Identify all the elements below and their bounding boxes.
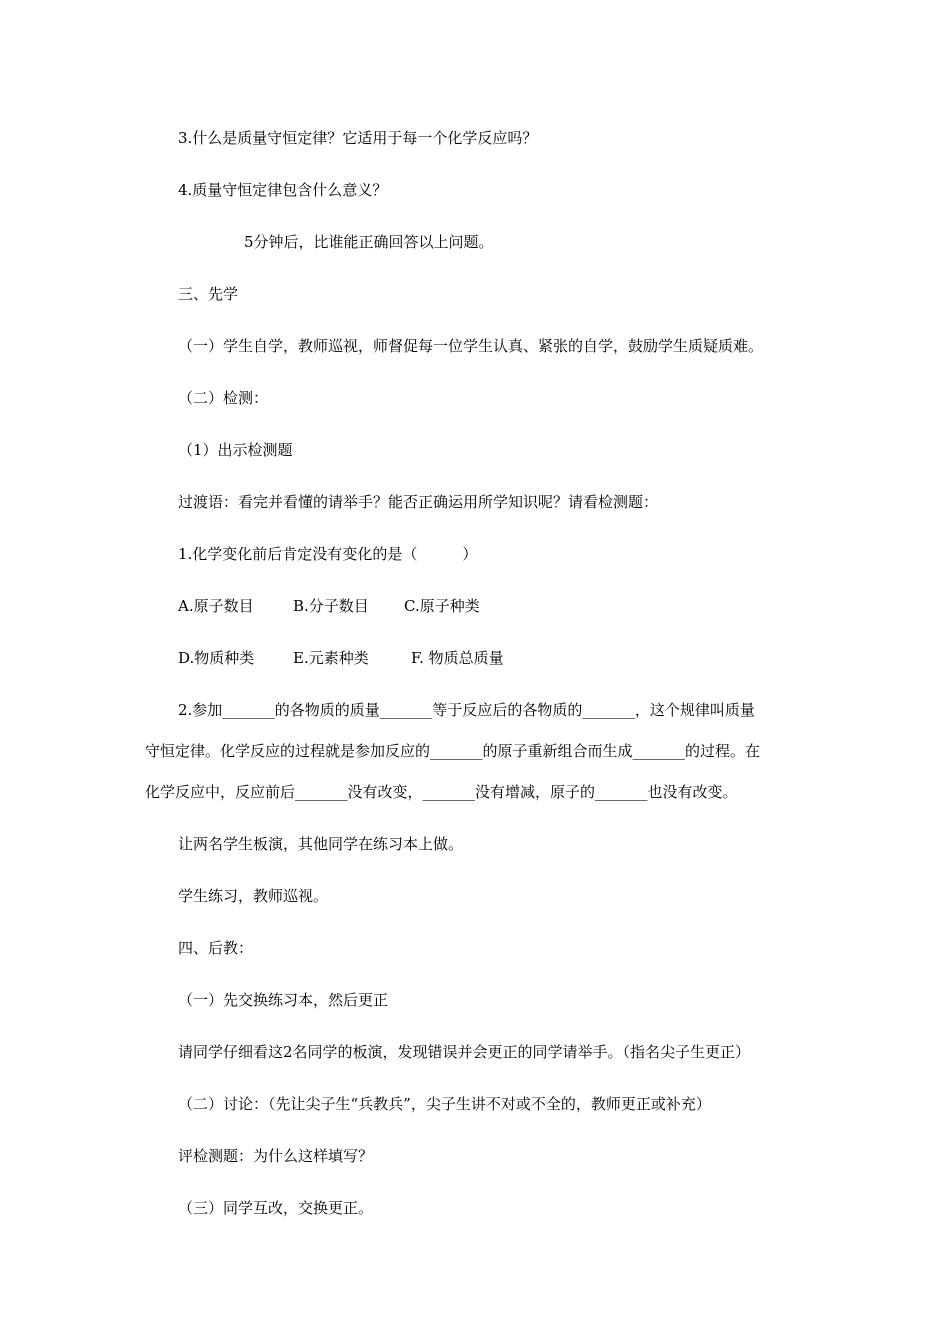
option-d: D.物质种类 <box>178 649 255 667</box>
option-a: A.原子数目 <box>178 597 254 615</box>
timer-instruction: 5分钟后，比谁能正确回答以上问题。 <box>244 233 494 251</box>
peer-correction-heading: （三）同学互改，交换更正。 <box>178 1199 374 1217</box>
question-4: 4.质量守恒定律包含什么意义？ <box>178 181 388 199</box>
option-b: B.分子数目 <box>293 597 369 615</box>
practice-text: 学生练习，教师巡视。 <box>178 887 329 905</box>
test-question-2-line-1: 2.参加_______的各物质的质量_______等于反应后的各物质的_______，这个规律叫质量 <box>178 701 755 719</box>
section-heading-4: 四、后教： <box>178 939 254 957</box>
exchange-heading: （一）先交换练习本，然后更正 <box>178 991 389 1009</box>
show-questions-heading: （1）出示检测题 <box>178 441 293 459</box>
test-question-2-line-3: 化学反应中，反应前后_______没有改变，_______没有增减，原子的_______也没有改变。 <box>145 783 738 801</box>
evaluate-questions-text: 评检测题：为什么这样填写？ <box>178 1147 374 1165</box>
transition-text: 过渡语：看完并看懂的请举手？能否正确运用所学知识呢？请看检测题： <box>178 493 659 511</box>
detection-heading: （二）检测： <box>178 389 269 407</box>
test-question-2-line-2: 守恒定律。化学反应的过程就是参加反应的_______的原子重新组合而生成_______的过程。在 <box>145 742 761 760</box>
option-e: E.元素种类 <box>293 649 369 667</box>
section-heading-3: 三、先学 <box>178 285 239 303</box>
option-f: F. 物质总质量 <box>411 649 504 667</box>
test-question-1: 1.化学变化前后肯定没有变化的是（ ） <box>178 545 478 563</box>
self-study-paragraph: （一）学生自学，教师巡视，师督促每一位学生认真、紧张的自学，鼓励学生质疑质难。 <box>178 337 764 355</box>
question-3: 3.什么是质量守恒定律？它适用于每一个化学反应吗？ <box>178 129 538 147</box>
discussion-heading: （二）讨论：（先让尖子生“兵教兵”，尖子生讲不对或不全的，教师更正或补充） <box>178 1095 711 1113</box>
review-board-text: 请同学仔细看这2名同学的板演，发现错误并会更正的同学请举手。（指名尖子生更正） <box>178 1043 751 1061</box>
board-practice-text: 让两名学生板演，其他同学在练习本上做。 <box>178 835 464 853</box>
option-c: C.原子种类 <box>404 597 480 615</box>
